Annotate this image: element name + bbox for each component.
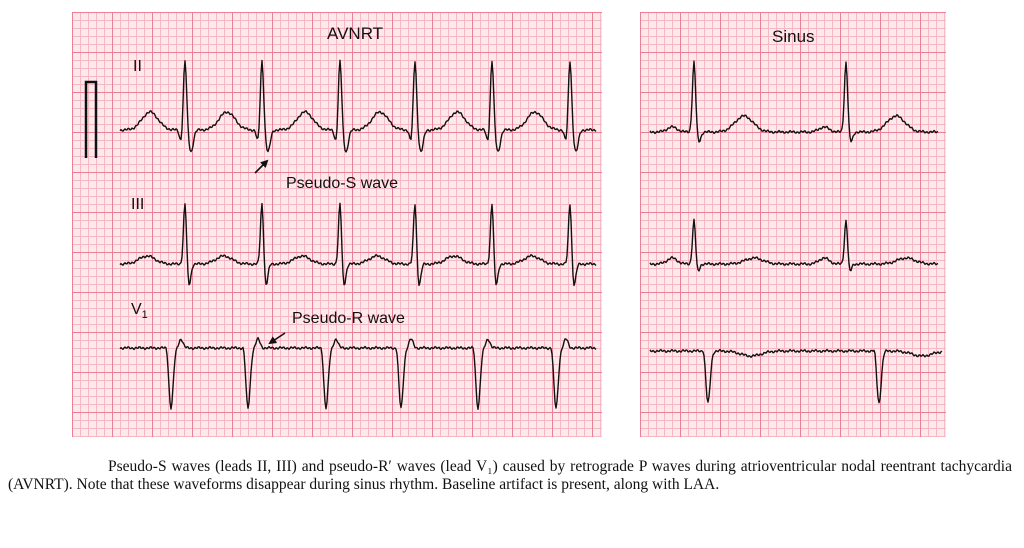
figure-caption (8, 458, 1012, 494)
lead-ii-sinus-trace (650, 61, 938, 142)
pseudo-s-arrow-icon (255, 161, 267, 173)
lead-ii-label: II (133, 58, 142, 75)
caption-text: Pseudo-S waves (leads II, III) and pseudo-R′ waves (lead V₁) caused by retrograde P waves during atrioventricular nodal reentrant tachycardia (AVNRT). Note that these waveforms disappear during sinus rhythm. Baseline artifact is present, along with LAA. (8, 458, 1012, 493)
sinus-title: Sinus (772, 27, 815, 46)
pseudo-r-arrow-icon (270, 333, 285, 343)
pseudo-s-wave-label: Pseudo-S wave (286, 175, 399, 192)
lead-v1-sinus-trace (650, 350, 942, 403)
lead-ii-avnrt-trace (120, 60, 596, 152)
lead-v1-avnrt-trace (120, 338, 596, 410)
lead-iii-avnrt-trace (120, 203, 596, 285)
lead-iii-label: III (131, 196, 145, 213)
calibration-pulse (86, 82, 96, 158)
lead-iii-sinus-trace (650, 219, 938, 271)
avnrt-title: AVNRT (327, 24, 384, 43)
lead-v1-base: V (131, 301, 142, 318)
pseudo-r-wave-label: Pseudo-R wave (292, 310, 405, 327)
lead-v1-subscript: 1 (141, 309, 148, 322)
